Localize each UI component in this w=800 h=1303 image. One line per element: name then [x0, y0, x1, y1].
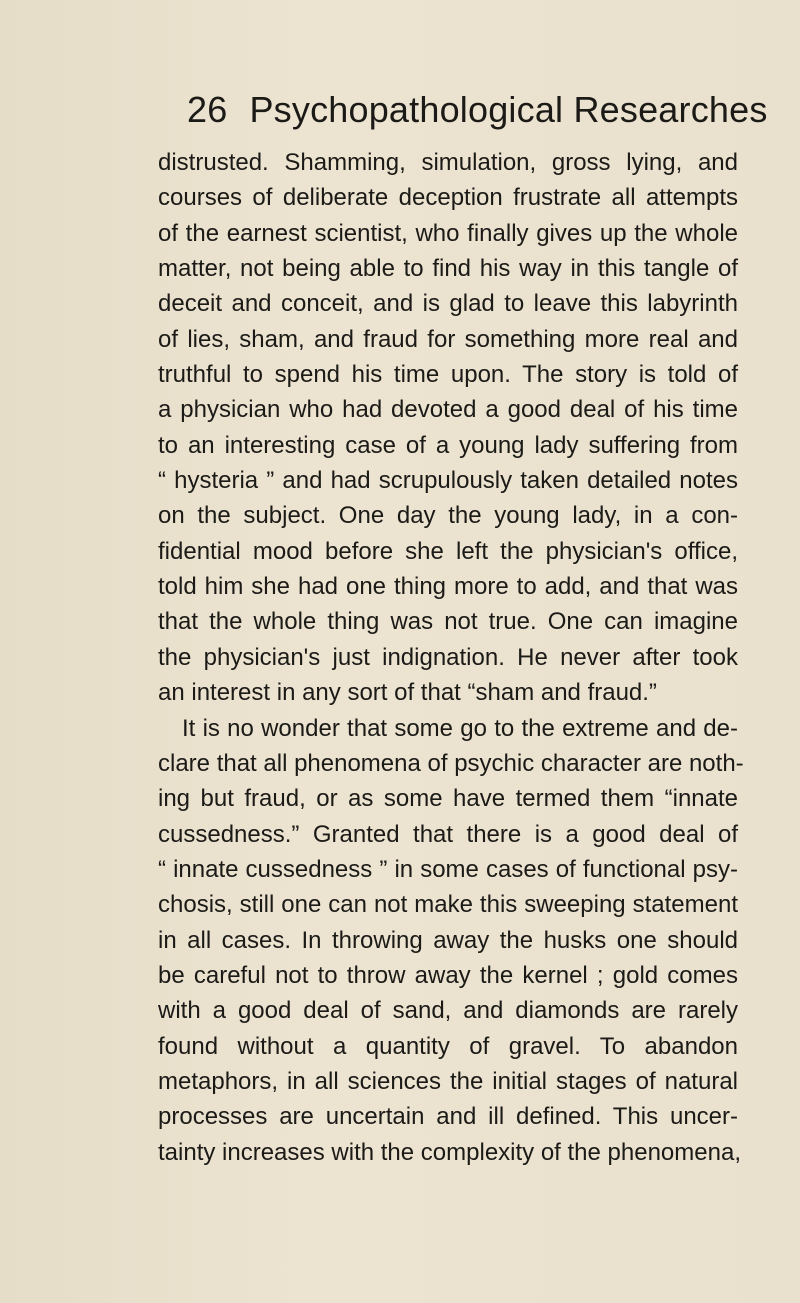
running-title: Psychopathological Researches — [249, 89, 768, 130]
text-line: “ innate cussedness ” in some cases of functional psy- — [158, 855, 738, 883]
text-line: deceit and conceit, and is glad to leave this labyrinth — [158, 290, 738, 318]
text-line: matter, not being able to find his way in this tangle of — [158, 255, 738, 283]
text-line: chosis, still one can not make this sweeping statement — [158, 891, 738, 919]
text-line: distrusted. Shamming, simulation, gross lying, and — [158, 149, 738, 176]
text-line: found without a quantity of gravel. To abandon — [158, 1032, 738, 1060]
text-line: that the whole thing was not true. One can imagine — [158, 608, 738, 636]
text-line: It is no wonder that some go to the extreme and de- — [182, 714, 738, 742]
text-line: courses of deliberate deception frustrate all attempts — [158, 184, 738, 212]
text-line: an interest in any sort of that “sham and fraud.” — [158, 679, 657, 707]
text-line: in all cases. In throwing away the husks one should — [158, 926, 738, 954]
text-line: fidential mood before she left the physician's office, — [158, 537, 738, 565]
text-line: on the subject. One day the young lady, in a con- — [158, 502, 738, 530]
text-line: clare that all phenomena of psychic character are noth- — [158, 749, 744, 777]
text-line: the physician's just indignation. He never after took — [158, 643, 738, 671]
text-line: a physician who had devoted a good deal of his time — [158, 396, 738, 424]
text-line: “ hysteria ” and had scrupulously taken detailed notes — [158, 467, 738, 495]
text-line: ing but fraud, or as some have termed them “innate — [158, 785, 738, 813]
text-line: truthful to spend his time upon. The story is told of — [158, 361, 738, 389]
text-line: be careful not to throw away the kernel ; gold comes — [158, 961, 738, 989]
text-line: of the earnest scientist, who finally gives up the whole — [158, 219, 738, 247]
text-line: told him she had one thing more to add, and that was — [158, 573, 738, 601]
body-text — [158, 145, 744, 1170]
text-line: of lies, sham, and fraud for something more real and — [158, 325, 738, 353]
page-number: 26 — [187, 89, 228, 130]
text-line: metaphors, in all sciences the initial stages of natural — [158, 1067, 738, 1095]
text-line: cussedness.” Granted that there is a good deal of — [158, 820, 738, 848]
text-line: to an interesting case of a young lady suffering from — [158, 431, 738, 459]
text-line: tainty increases with the complexity of the phenomena, — [158, 1138, 741, 1166]
page-header — [187, 86, 768, 134]
text-line: processes are uncertain and ill defined. This uncer- — [158, 1103, 738, 1131]
text-line: with a good deal of sand, and diamonds are rarely — [158, 997, 738, 1025]
